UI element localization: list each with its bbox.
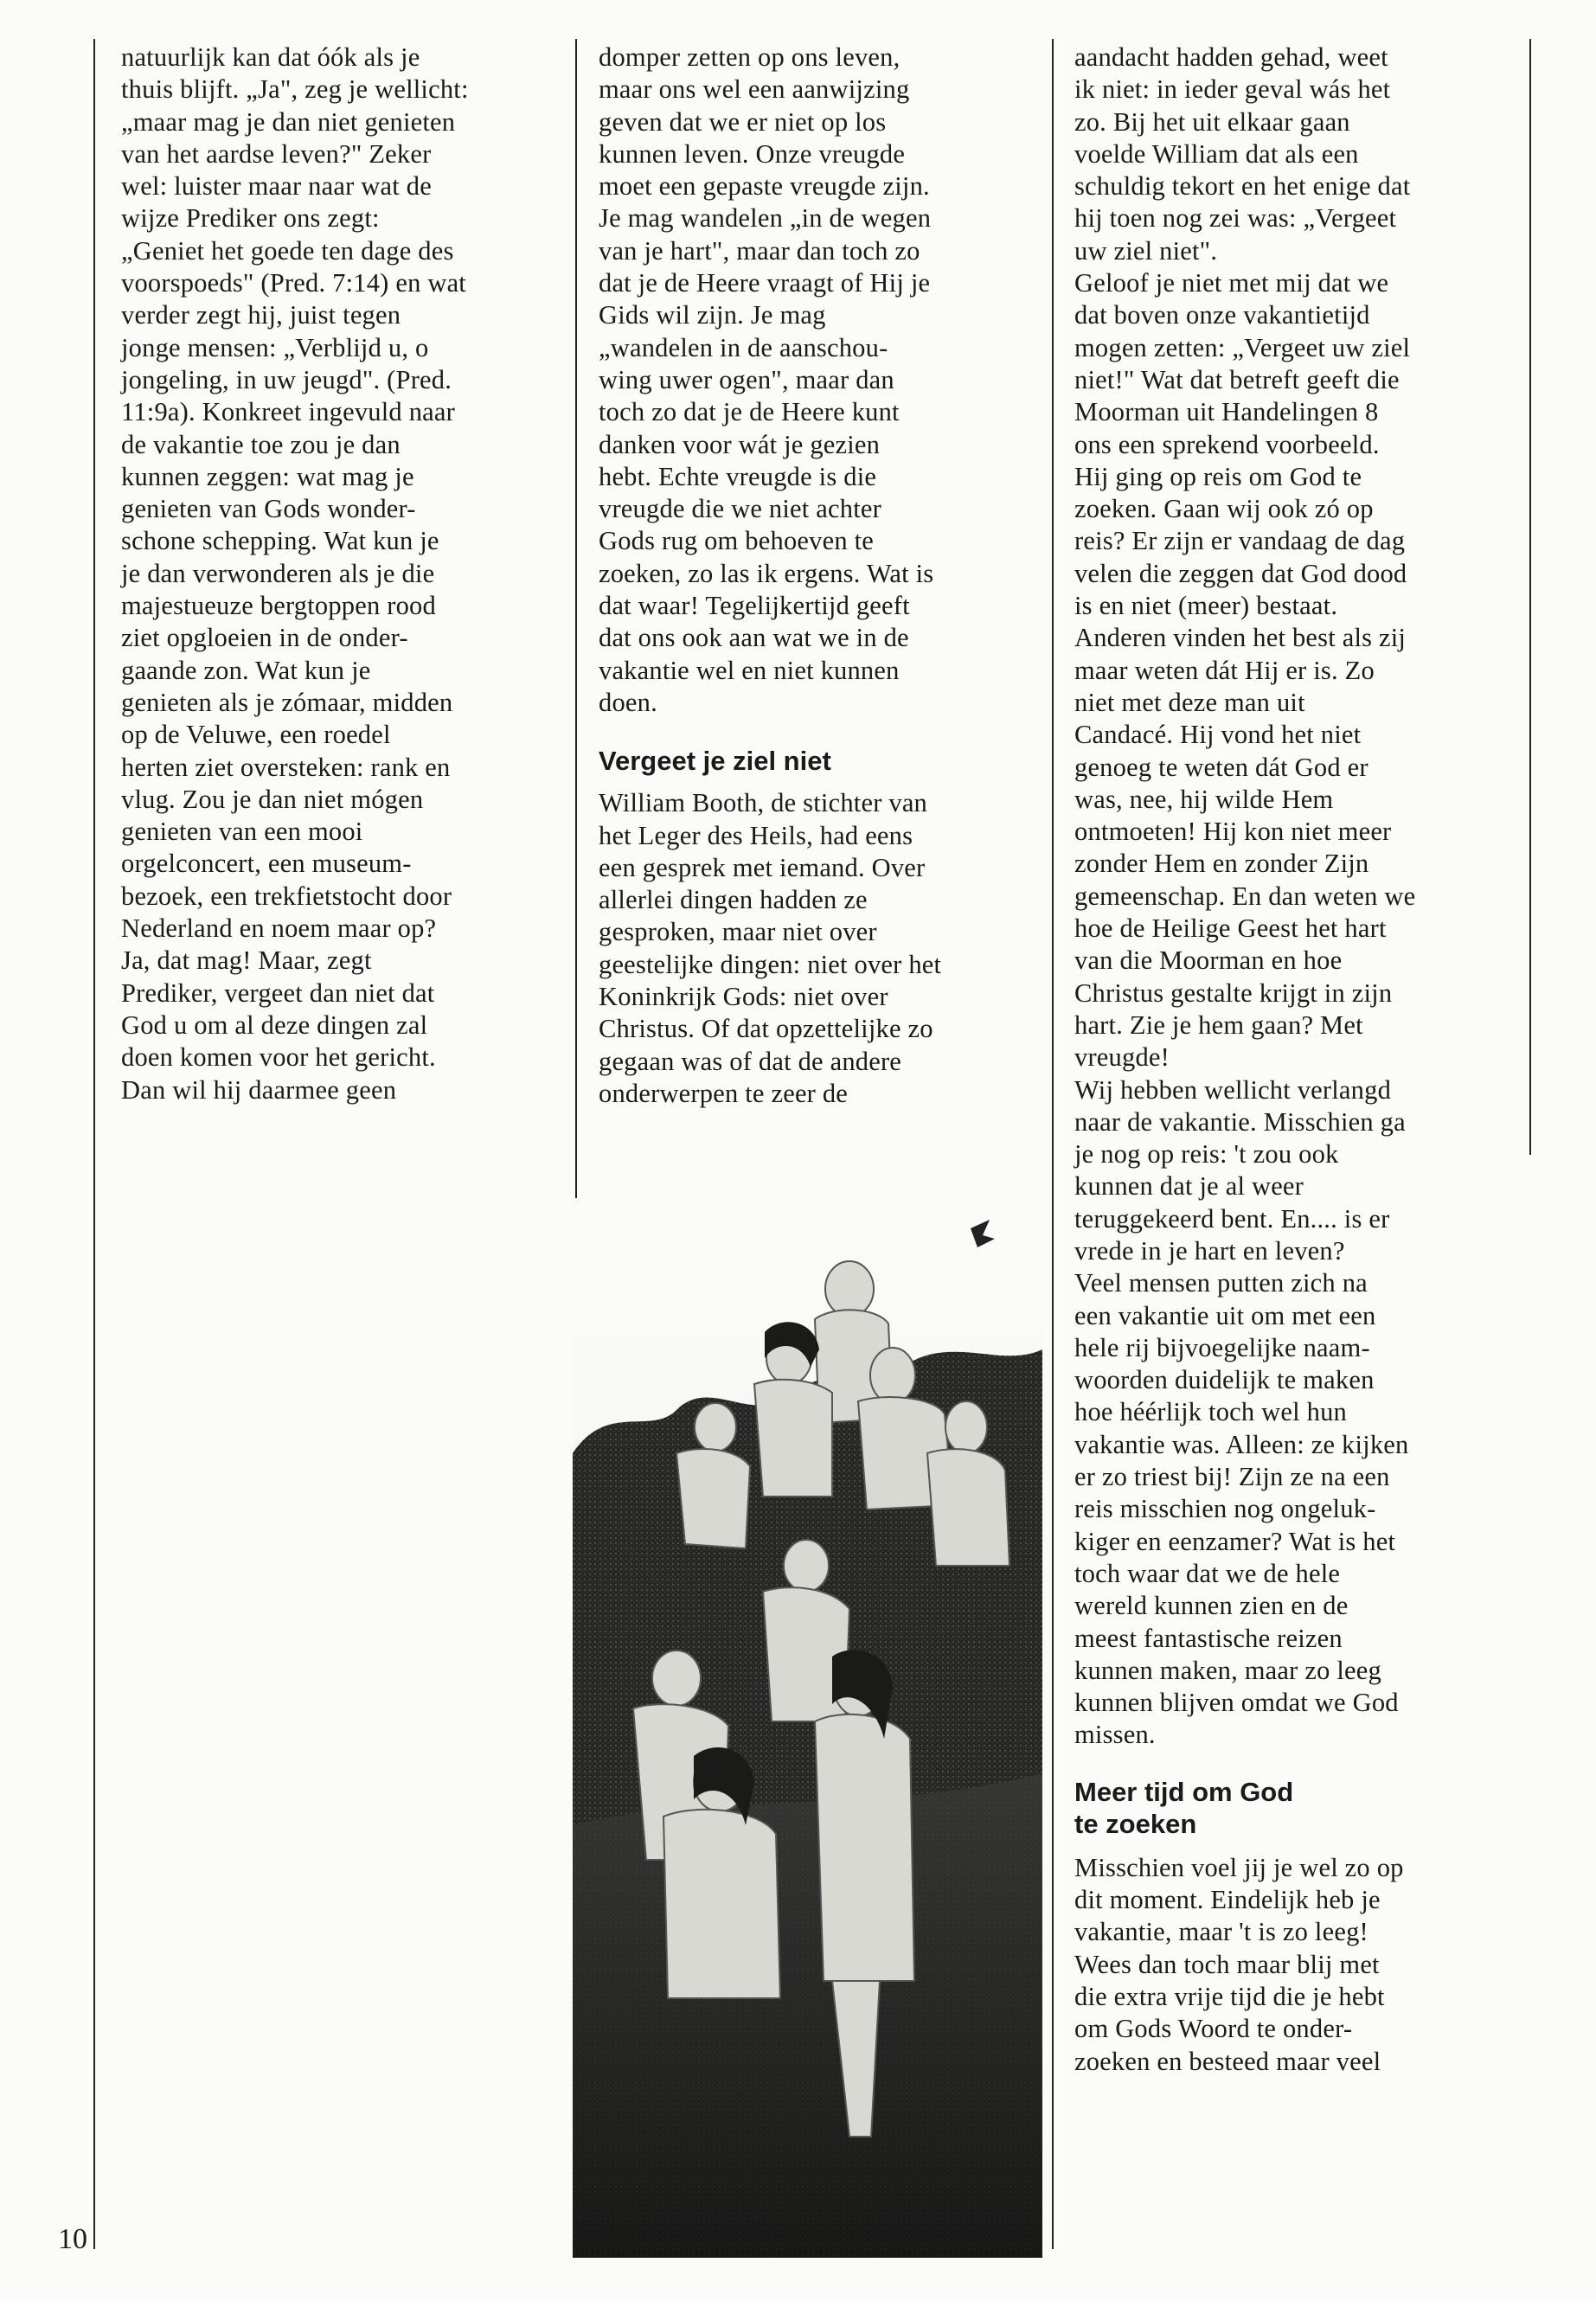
text-line: Prediker, vergeet dan niet dat	[121, 977, 435, 1008]
text-line: jongeling, in uw jeugd". (Pred.	[121, 364, 452, 394]
text-line: woorden duidelijk te maken	[1074, 1365, 1375, 1395]
text-line: op de Veluwe, een roedel	[121, 720, 391, 750]
text-line: voorspoeds" (Pred. 7:14) en wat	[121, 268, 466, 298]
text-line: hij toen nog zei was: „Vergeet	[1074, 203, 1397, 234]
text-line: kunnen dat je al weer	[1074, 1171, 1304, 1202]
text-line: Gods rug om behoeven te	[599, 526, 874, 556]
text-line: „maar mag je dan niet genieten	[121, 106, 456, 137]
text-line: genieten als je zómaar, midden	[121, 687, 453, 717]
text-line: mogen zetten: „Vergeet uw ziel	[1074, 332, 1411, 362]
column-3-bottom-text	[1074, 1852, 1415, 2078]
right-margin-rule	[1529, 39, 1531, 1155]
text-line: vreugde die we niet achter	[599, 494, 881, 524]
text-line: „wandelen in de aanschou-	[599, 332, 888, 362]
text-line: je nog op reis: 't zou ook	[1074, 1139, 1339, 1170]
text-line: hebt. Echte vreugde is die	[599, 461, 877, 491]
column-2-bottom-text	[599, 787, 941, 1110]
text-line: reis? Er zijn er vandaag de dag	[1074, 526, 1406, 556]
text-line: je dan verwonderen als je die	[121, 558, 435, 588]
text-line: uw ziel niet".	[1074, 235, 1218, 266]
text-line: toch waar dat we de hele	[1074, 1558, 1341, 1588]
text-line: ik niet: in ieder geval wás het	[1074, 74, 1391, 105]
text-line: schone schepping. Wat kun je	[121, 526, 439, 556]
text-line: velen die zeggen dat God dood	[1074, 558, 1407, 588]
text-line: Hij ging op reis om God te	[1074, 461, 1362, 491]
text-line: geven dat we er niet op los	[599, 106, 887, 137]
section-heading-vergeet: Vergeet je ziel niet	[599, 746, 831, 777]
text-line: ontmoeten! Hij kon niet meer	[1074, 817, 1392, 847]
text-line: genieten van Gods wonder-	[121, 494, 416, 524]
text-line: kunnen zeggen: wat mag je	[121, 461, 414, 491]
text-line: gesproken, maar niet over	[599, 917, 877, 947]
text-line: onderwerpen te zeer de	[599, 1078, 849, 1108]
group-photo	[573, 1220, 1042, 2258]
text-line: Geloof je niet met mij dat we	[1074, 268, 1389, 298]
text-line: dat je de Heere vraagt of Hij je	[599, 268, 931, 298]
column-2	[599, 42, 941, 1110]
text-line: een gesprek met iemand. Over	[599, 852, 926, 882]
text-line: van het aardse leven?" Zeker	[121, 138, 432, 169]
text-line: wing uwer ogen", maar dan	[599, 364, 894, 394]
left-margin-rule	[93, 39, 95, 2249]
text-line: teruggekeerd bent. En.... is er	[1074, 1203, 1390, 1234]
text-line: allerlei dingen hadden ze	[599, 885, 868, 915]
text-line: gegaan was of dat de andere	[599, 1046, 902, 1076]
text-line: zoeken, zo las ik ergens. Wat is	[599, 558, 934, 588]
text-line: Nederland en noem maar op?	[121, 913, 437, 944]
text-line: Dan wil hij daarmee geen	[121, 1074, 397, 1105]
heading-line: Meer tijd om God	[1074, 1776, 1294, 1807]
text-line: schuldig tekort en het enige dat	[1074, 171, 1411, 202]
text-line: vakantie was. Alleen: ze kijken	[1074, 1429, 1409, 1459]
text-line: domper zetten op ons leven,	[599, 42, 901, 72]
text-line: kiger en eenzamer? Wat is het	[1074, 1526, 1396, 1556]
text-line: hoe de Heilige Geest het hart	[1074, 913, 1387, 944]
text-line: Moorman uit Handelingen 8	[1074, 397, 1379, 427]
text-line: dat waar! Tegelijkertijd geeft	[599, 591, 910, 621]
text-line: meest fantastische reizen	[1074, 1623, 1343, 1653]
text-line: hele rij bijvoegelijke naam-	[1074, 1332, 1370, 1362]
text-line: ziet opgloeien in de onder-	[121, 623, 408, 653]
text-line: voelde William dat als een	[1074, 138, 1359, 169]
text-line: doen komen voor het gericht.	[121, 1042, 436, 1073]
text-line: dit moment. Eindelijk heb je	[1074, 1885, 1381, 1915]
text-line: was, nee, hij wilde Hem	[1074, 784, 1334, 814]
text-line: vakantie, maar 't is zo leeg!	[1074, 1917, 1368, 1947]
column-3	[1074, 42, 1415, 2078]
text-line: Ja, dat mag! Maar, zegt	[121, 945, 372, 976]
text-line: het Leger des Heils, had eens	[599, 820, 913, 850]
text-line: bezoek, een trekfietstocht door	[121, 881, 452, 911]
text-line: die extra vrije tijd die je hebt	[1074, 1981, 1385, 2011]
text-line: Candacé. Hij vond het niet	[1074, 720, 1362, 750]
text-line: kunnen leven. Onze vreugde	[599, 138, 906, 169]
text-line: moet een gepaste vreugde zijn.	[599, 171, 930, 202]
text-line: genoeg te weten dát God er	[1074, 752, 1368, 782]
text-line: dat ons ook aan wat we in de	[599, 623, 909, 653]
text-line: vrede in je hart en leven?	[1074, 1235, 1345, 1266]
text-line: Christus. Of dat opzettelijke zo	[599, 1014, 933, 1044]
text-line: zoeken en besteed maar veel	[1074, 2046, 1381, 2076]
text-line: herten ziet oversteken: rank en	[121, 752, 451, 782]
text-line: 11:9a). Konkreet ingevuld naar	[121, 397, 455, 427]
text-line: zo. Bij het uit elkaar gaan	[1074, 106, 1350, 137]
text-line: is en niet (meer) bestaat.	[1074, 591, 1338, 621]
text-line: vakantie wel en niet kunnen	[599, 655, 900, 685]
column-1	[121, 42, 469, 1106]
text-line: maar ons wel een aanwijzing	[599, 74, 910, 105]
text-line: gaande zon. Wat kun je	[121, 655, 371, 685]
text-line: van je hart", maar dan toch zo	[599, 235, 920, 266]
text-line: kunnen maken, maar zo leeg	[1074, 1655, 1381, 1685]
text-line: kunnen blijven omdat we God	[1074, 1688, 1399, 1718]
text-line: niet met deze man uit	[1074, 687, 1305, 717]
text-line: Misschien voel jij je wel zo op	[1074, 1852, 1404, 1882]
text-line: hart. Zie je hem gaan? Met	[1074, 1009, 1363, 1040]
text-line: Wees dan toch maar blij met	[1074, 1949, 1380, 1979]
text-line: om Gods Woord te onder-	[1074, 2014, 1353, 2044]
text-line: vlug. Zou je dan niet mógen	[121, 784, 424, 814]
text-line: reis misschien nog ongeluk-	[1074, 1494, 1376, 1524]
column-rule-3	[1052, 39, 1054, 2249]
text-line: verder zegt hij, juist tegen	[121, 300, 401, 330]
section-heading-meer-tijd	[1074, 1776, 1415, 1840]
text-line: naar de vakantie. Misschien ga	[1074, 1106, 1406, 1137]
text-line: missen.	[1074, 1720, 1156, 1750]
text-line: van die Moorman en hoe	[1074, 945, 1343, 976]
text-line: God u om al deze dingen zal	[121, 1009, 428, 1040]
column-2-top-text	[599, 42, 941, 719]
text-line: Koninkrijk Gods: niet over	[599, 982, 888, 1012]
text-line: wereld kunnen zien en de	[1074, 1591, 1349, 1621]
text-line: dat boven onze vakantietijd	[1074, 300, 1370, 330]
text-line: Christus gestalte krijgt in zijn	[1074, 977, 1393, 1008]
page-number: 10	[58, 2223, 87, 2255]
text-line: hoe héérlijk toch wel hun	[1074, 1397, 1347, 1427]
text-line: een vakantie uit om met een	[1074, 1300, 1376, 1330]
text-line: ons een sprekend voorbeeld.	[1074, 429, 1380, 459]
text-line: Je mag wandelen „in de wegen	[599, 203, 932, 234]
text-line: genieten van een mooi	[121, 817, 363, 847]
text-line: thuis blijft. „Ja", zeg je wellicht:	[121, 74, 469, 105]
text-line: gemeenschap. En dan weten we	[1074, 881, 1416, 911]
text-line: „Geniet het goede ten dage des	[121, 235, 454, 266]
text-line: maar weten dát Hij er is. Zo	[1074, 655, 1375, 685]
text-line: William Booth, de stichter van	[599, 788, 928, 818]
text-line: Veel mensen putten zich na	[1074, 1268, 1368, 1298]
text-line: toch zo dat je de Heere kunt	[599, 397, 900, 427]
text-line: de vakantie toe zou je dan	[121, 429, 401, 459]
text-line: zonder Hem en zonder Zijn	[1074, 849, 1369, 879]
column-rule-2	[575, 39, 577, 1198]
column-3-top-text	[1074, 42, 1415, 1752]
heading-line: te zoeken	[1074, 1808, 1197, 1839]
text-line: niet!" Wat dat betreft geeft die	[1074, 364, 1400, 394]
text-line: zoeken. Gaan wij ook zó op	[1074, 494, 1374, 524]
text-line: natuurlijk kan dat óók als je	[121, 42, 420, 72]
text-line: geestelijke dingen: niet over het	[599, 949, 942, 979]
text-line: Gids wil zijn. Je mag	[599, 300, 826, 330]
text-line: wel: luister maar naar wat de	[121, 171, 432, 202]
text-line: er zo triest bij! Zijn ze na een	[1074, 1462, 1390, 1492]
text-line: Anderen vinden het best als zij	[1074, 623, 1407, 653]
text-line: vreugde!	[1074, 1042, 1170, 1073]
text-line: jonge mensen: „Verblijd u, o	[121, 332, 429, 362]
text-line: doen.	[599, 687, 657, 717]
text-line: danken voor wát je gezien	[599, 429, 881, 459]
text-line: aandacht hadden gehad, weet	[1074, 42, 1388, 72]
text-line: Wij hebben wellicht verlangd	[1074, 1074, 1392, 1105]
text-line: wijze Prediker ons zegt:	[121, 203, 380, 234]
text-line: orgelconcert, een museum-	[121, 849, 412, 879]
text-line: majestueuze bergtoppen rood	[121, 591, 436, 621]
